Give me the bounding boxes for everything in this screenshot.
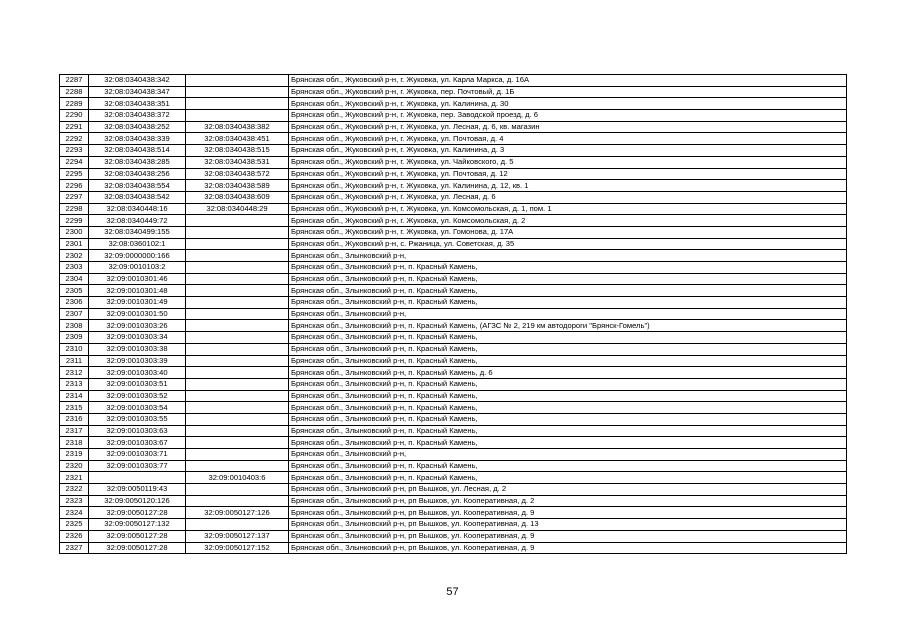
row-number-cell: 2321	[60, 472, 89, 484]
row-number-cell: 2324	[60, 507, 89, 519]
row-number-cell: 2326	[60, 530, 89, 542]
cadastral-number-cell: 32:08:0340449:72	[89, 215, 186, 227]
cadastral-number-cell: 32:09:0010303:67	[89, 437, 186, 449]
table-row	[60, 413, 847, 425]
row-number-cell: 2298	[60, 203, 89, 215]
table-row	[60, 367, 847, 379]
object-cadastral-number-cell	[186, 320, 289, 332]
address-cell: Брянская обл., Жуковский р-н, г. Жуковка, ул. Лесная, д. 6, кв. магазин	[289, 121, 847, 133]
address-cell: Брянская обл., Жуковский р-н, с. Ржаница, ул. Советская, д. 35	[289, 238, 847, 250]
table-row	[60, 133, 847, 145]
cadastral-number-cell: 32:08:0360102:1	[89, 238, 186, 250]
table-row	[60, 425, 847, 437]
cadastral-number-cell: 32:08:0340438:542	[89, 191, 186, 203]
object-cadastral-number-cell: 32:08:0340438:515	[186, 145, 289, 157]
row-number-cell: 2315	[60, 402, 89, 414]
table-row	[60, 530, 847, 542]
row-number-cell: 2299	[60, 215, 89, 227]
row-number-cell: 2293	[60, 145, 89, 157]
object-cadastral-number-cell	[186, 215, 289, 227]
cadastral-number-cell: 32:08:0340438:342	[89, 75, 186, 87]
cadastral-number-cell: 32:09:0010303:40	[89, 367, 186, 379]
row-number-cell: 2301	[60, 238, 89, 250]
address-cell: Брянская обл., Злынковский р-н, рп Вышков, ул. Лесная, д. 2	[289, 484, 847, 496]
row-number-cell: 2290	[60, 110, 89, 122]
cadastral-number-cell: 32:08:0340499:155	[89, 226, 186, 238]
table-row	[60, 332, 847, 344]
row-number-cell: 2302	[60, 250, 89, 262]
object-cadastral-number-cell	[186, 75, 289, 87]
row-number-cell: 2292	[60, 133, 89, 145]
cadastral-number-cell: 32:09:0050127:28	[89, 530, 186, 542]
row-number-cell: 2297	[60, 191, 89, 203]
object-cadastral-number-cell: 32:08:0340438:451	[186, 133, 289, 145]
address-cell: Брянская обл., Злынковский р-н, рп Вышков, ул. Кооперативная, д. 2	[289, 495, 847, 507]
address-cell: Брянская обл., Злынковский р-н, п. Красный Камень,	[289, 297, 847, 309]
row-number-cell: 2288	[60, 86, 89, 98]
table-row	[60, 308, 847, 320]
table-row	[60, 285, 847, 297]
page-number: 57	[446, 586, 459, 598]
table-row	[60, 437, 847, 449]
cadastral-number-cell: 32:09:0010301:48	[89, 285, 186, 297]
object-cadastral-number-cell	[186, 332, 289, 344]
table-row	[60, 226, 847, 238]
object-cadastral-number-cell: 32:08:0340438:531	[186, 156, 289, 168]
cadastral-number-cell: 32:09:0010303:51	[89, 378, 186, 390]
cadastral-number-cell: 32:08:0340438:339	[89, 133, 186, 145]
address-cell: Брянская обл., Злынковский р-н, п. Красный Камень,	[289, 413, 847, 425]
address-cell: Брянская обл., Жуковский р-н, г. Жуковка, ул. Калинина, д. 12, кв. 1	[289, 180, 847, 192]
table-row	[60, 460, 847, 472]
address-cell: Брянская обл., Жуковский р-н, г. Жуковка, ул. Лесная, д. 6	[289, 191, 847, 203]
cadastral-number-cell: 32:09:0010301:49	[89, 297, 186, 309]
object-cadastral-number-cell	[186, 262, 289, 274]
address-cell: Брянская обл., Жуковский р-н, г. Жуковка, ул. Карла Маркса, д. 16А	[289, 75, 847, 87]
row-number-cell: 2312	[60, 367, 89, 379]
address-cell: Брянская обл., Жуковский р-н, г. Жуковка, ул. Калинина, д. 30	[289, 98, 847, 110]
row-number-cell: 2295	[60, 168, 89, 180]
cadastral-number-cell: 32:08:0340438:351	[89, 98, 186, 110]
table-row	[60, 180, 847, 192]
object-cadastral-number-cell	[186, 449, 289, 461]
address-cell: Брянская обл., Злынковский р-н, п. Красный Камень,	[289, 472, 847, 484]
row-number-cell: 2313	[60, 378, 89, 390]
cadastral-number-cell	[89, 472, 186, 484]
address-cell: Брянская обл., Жуковский р-н, г. Жуковка, ул. Комсомольская, д. 1, пом. 1	[289, 203, 847, 215]
table-row	[60, 402, 847, 414]
address-cell: Брянская обл., Злынковский р-н, п. Красный Камень,	[289, 273, 847, 285]
object-cadastral-number-cell: 32:08:0340438:382	[186, 121, 289, 133]
row-number-cell: 2300	[60, 226, 89, 238]
object-cadastral-number-cell	[186, 297, 289, 309]
row-number-cell: 2323	[60, 495, 89, 507]
row-number-cell: 2296	[60, 180, 89, 192]
address-cell: Брянская обл., Злынковский р-н, п. Красный Камень,	[289, 378, 847, 390]
table-row	[60, 484, 847, 496]
table-row	[60, 320, 847, 332]
table-row	[60, 121, 847, 133]
cadastral-number-cell: 32:08:0340438:252	[89, 121, 186, 133]
row-number-cell: 2325	[60, 519, 89, 531]
address-cell: Брянская обл., Злынковский р-н, рп Вышков, ул. Кооперативная, д. 9	[289, 530, 847, 542]
address-cell: Брянская обл., Жуковский р-н, г. Жуковка, ул. Почтовая, д. 12	[289, 168, 847, 180]
row-number-cell: 2289	[60, 98, 89, 110]
address-cell: Брянская обл., Злынковский р-н, п. Красный Камень,	[289, 437, 847, 449]
row-number-cell: 2314	[60, 390, 89, 402]
row-number-cell: 2319	[60, 449, 89, 461]
object-cadastral-number-cell	[186, 402, 289, 414]
object-cadastral-number-cell	[186, 238, 289, 250]
object-cadastral-number-cell	[186, 390, 289, 402]
address-cell: Брянская обл., Злынковский р-н,	[289, 449, 847, 461]
table-row	[60, 519, 847, 531]
cadastral-number-cell: 32:08:0340438:347	[89, 86, 186, 98]
row-number-cell: 2291	[60, 121, 89, 133]
address-cell: Брянская обл., Жуковский р-н, г. Жуковка, пер. Заводской проезд, д. 6	[289, 110, 847, 122]
cadastral-number-cell: 32:08:0340438:285	[89, 156, 186, 168]
table-row	[60, 355, 847, 367]
row-number-cell: 2311	[60, 355, 89, 367]
address-cell: Брянская обл., Злынковский р-н, п. Красный Камень, д. 6	[289, 367, 847, 379]
address-cell: Брянская обл., Злынковский р-н, п. Красный Камень, (АГЗС № 2, 219 км автодороги "Брянск-Гомель")	[289, 320, 847, 332]
cadastral-number-cell: 32:09:0010303:34	[89, 332, 186, 344]
table-row	[60, 449, 847, 461]
object-cadastral-number-cell	[186, 484, 289, 496]
address-cell: Брянская обл., Злынковский р-н, п. Красный Камень,	[289, 402, 847, 414]
cadastral-number-cell: 32:09:0000000:166	[89, 250, 186, 262]
row-number-cell: 2309	[60, 332, 89, 344]
object-cadastral-number-cell: 32:08:0340448:29	[186, 203, 289, 215]
address-cell: Брянская обл., Злынковский р-н, п. Красный Камень,	[289, 285, 847, 297]
cadastral-number-cell: 32:08:0340438:554	[89, 180, 186, 192]
object-cadastral-number-cell	[186, 226, 289, 238]
cadastral-number-cell: 32:09:0010303:77	[89, 460, 186, 472]
address-cell: Брянская обл., Злынковский р-н,	[289, 250, 847, 262]
row-number-cell: 2318	[60, 437, 89, 449]
table-row	[60, 472, 847, 484]
registry-table	[59, 74, 847, 554]
row-number-cell: 2320	[60, 460, 89, 472]
cadastral-number-cell: 32:09:0010303:71	[89, 449, 186, 461]
cadastral-number-cell: 32:09:0010301:50	[89, 308, 186, 320]
table-row	[60, 390, 847, 402]
table-row	[60, 98, 847, 110]
row-number-cell: 2322	[60, 484, 89, 496]
table-row	[60, 343, 847, 355]
table-row	[60, 203, 847, 215]
cadastral-number-cell: 32:08:0340438:514	[89, 145, 186, 157]
row-number-cell: 2327	[60, 542, 89, 554]
table-row	[60, 191, 847, 203]
table-row	[60, 378, 847, 390]
object-cadastral-number-cell	[186, 86, 289, 98]
table-row	[60, 262, 847, 274]
object-cadastral-number-cell: 32:08:0340438:609	[186, 191, 289, 203]
cadastral-number-cell: 32:08:0340448:16	[89, 203, 186, 215]
table-row	[60, 156, 847, 168]
row-number-cell: 2310	[60, 343, 89, 355]
address-cell: Брянская обл., Злынковский р-н, п. Красный Камень,	[289, 262, 847, 274]
object-cadastral-number-cell	[186, 355, 289, 367]
cadastral-number-cell: 32:09:0010303:55	[89, 413, 186, 425]
table-row	[60, 238, 847, 250]
table-row	[60, 86, 847, 98]
object-cadastral-number-cell	[186, 343, 289, 355]
object-cadastral-number-cell	[186, 519, 289, 531]
row-number-cell: 2294	[60, 156, 89, 168]
object-cadastral-number-cell	[186, 367, 289, 379]
row-number-cell: 2305	[60, 285, 89, 297]
table-row	[60, 297, 847, 309]
cadastral-number-cell: 32:09:0050119:43	[89, 484, 186, 496]
object-cadastral-number-cell	[186, 308, 289, 320]
address-cell: Брянская обл., Жуковский р-н, г. Жуковка, ул. Чайковского, д. 5	[289, 156, 847, 168]
object-cadastral-number-cell: 32:09:0010403:6	[186, 472, 289, 484]
object-cadastral-number-cell: 32:09:0050127:152	[186, 542, 289, 554]
address-cell: Брянская обл., Жуковский р-н, г. Жуковка, ул. Комсомольская, д. 2	[289, 215, 847, 227]
row-number-cell: 2304	[60, 273, 89, 285]
object-cadastral-number-cell: 32:09:0050127:137	[186, 530, 289, 542]
table-row	[60, 145, 847, 157]
cadastral-number-cell: 32:09:0050127:28	[89, 542, 186, 554]
object-cadastral-number-cell	[186, 378, 289, 390]
object-cadastral-number-cell	[186, 413, 289, 425]
object-cadastral-number-cell	[186, 425, 289, 437]
address-cell: Брянская обл., Жуковский р-н, г. Жуковка, пер. Почтовый, д. 1Б	[289, 86, 847, 98]
table-row	[60, 215, 847, 227]
cadastral-number-cell: 32:09:0010303:63	[89, 425, 186, 437]
cadastral-number-cell: 32:09:0050127:132	[89, 519, 186, 531]
object-cadastral-number-cell	[186, 98, 289, 110]
address-cell: Брянская обл., Злынковский р-н, рп Вышков, ул. Кооперативная, д. 13	[289, 519, 847, 531]
cadastral-number-cell: 32:09:0010103:2	[89, 262, 186, 274]
row-number-cell: 2287	[60, 75, 89, 87]
cadastral-number-cell: 32:09:0050127:28	[89, 507, 186, 519]
table-row	[60, 75, 847, 87]
cadastral-number-cell: 32:08:0340438:256	[89, 168, 186, 180]
object-cadastral-number-cell: 32:09:0050127:126	[186, 507, 289, 519]
object-cadastral-number-cell	[186, 250, 289, 262]
cadastral-number-cell: 32:09:0010303:54	[89, 402, 186, 414]
table-row	[60, 168, 847, 180]
registry-table-body	[60, 75, 847, 554]
address-cell: Брянская обл., Жуковский р-н, г. Жуковка, ул. Гомонова, д. 17А	[289, 226, 847, 238]
row-number-cell: 2307	[60, 308, 89, 320]
object-cadastral-number-cell	[186, 460, 289, 472]
table-row	[60, 542, 847, 554]
row-number-cell: 2306	[60, 297, 89, 309]
object-cadastral-number-cell	[186, 495, 289, 507]
table-row	[60, 507, 847, 519]
cadastral-number-cell: 32:08:0340438:372	[89, 110, 186, 122]
address-cell: Брянская обл., Злынковский р-н, рп Вышков, ул. Кооперативная, д. 9	[289, 542, 847, 554]
row-number-cell: 2308	[60, 320, 89, 332]
table-row	[60, 273, 847, 285]
cadastral-number-cell: 32:09:0050120:126	[89, 495, 186, 507]
row-number-cell: 2303	[60, 262, 89, 274]
cadastral-number-cell: 32:09:0010303:52	[89, 390, 186, 402]
row-number-cell: 2317	[60, 425, 89, 437]
object-cadastral-number-cell	[186, 437, 289, 449]
address-cell: Брянская обл., Злынковский р-н, п. Красный Камень,	[289, 355, 847, 367]
table-row	[60, 495, 847, 507]
object-cadastral-number-cell: 32:08:0340438:572	[186, 168, 289, 180]
cadastral-number-cell: 32:09:0010301:46	[89, 273, 186, 285]
table-row	[60, 250, 847, 262]
address-cell: Брянская обл., Злынковский р-н,	[289, 308, 847, 320]
object-cadastral-number-cell	[186, 110, 289, 122]
object-cadastral-number-cell	[186, 285, 289, 297]
address-cell: Брянская обл., Злынковский р-н, п. Красный Камень,	[289, 390, 847, 402]
cadastral-number-cell: 32:09:0010303:39	[89, 355, 186, 367]
object-cadastral-number-cell	[186, 273, 289, 285]
address-cell: Брянская обл., Злынковский р-н, п. Красный Камень,	[289, 425, 847, 437]
address-cell: Брянская обл., Злынковский р-н, п. Красный Камень,	[289, 343, 847, 355]
object-cadastral-number-cell: 32:08:0340438:589	[186, 180, 289, 192]
table-row	[60, 110, 847, 122]
cadastral-number-cell: 32:09:0010303:26	[89, 320, 186, 332]
address-cell: Брянская обл., Злынковский р-н, рп Вышков, ул. Кооперативная, д. 9	[289, 507, 847, 519]
address-cell: Брянская обл., Жуковский р-н, г. Жуковка, ул. Почтовая, д. 4	[289, 133, 847, 145]
address-cell: Брянская обл., Злынковский р-н, п. Красный Камень,	[289, 460, 847, 472]
cadastral-number-cell: 32:09:0010303:38	[89, 343, 186, 355]
row-number-cell: 2316	[60, 413, 89, 425]
address-cell: Брянская обл., Жуковский р-н, г. Жуковка, ул. Калинина, д. 3	[289, 145, 847, 157]
address-cell: Брянская обл., Злынковский р-н, п. Красный Камень,	[289, 332, 847, 344]
